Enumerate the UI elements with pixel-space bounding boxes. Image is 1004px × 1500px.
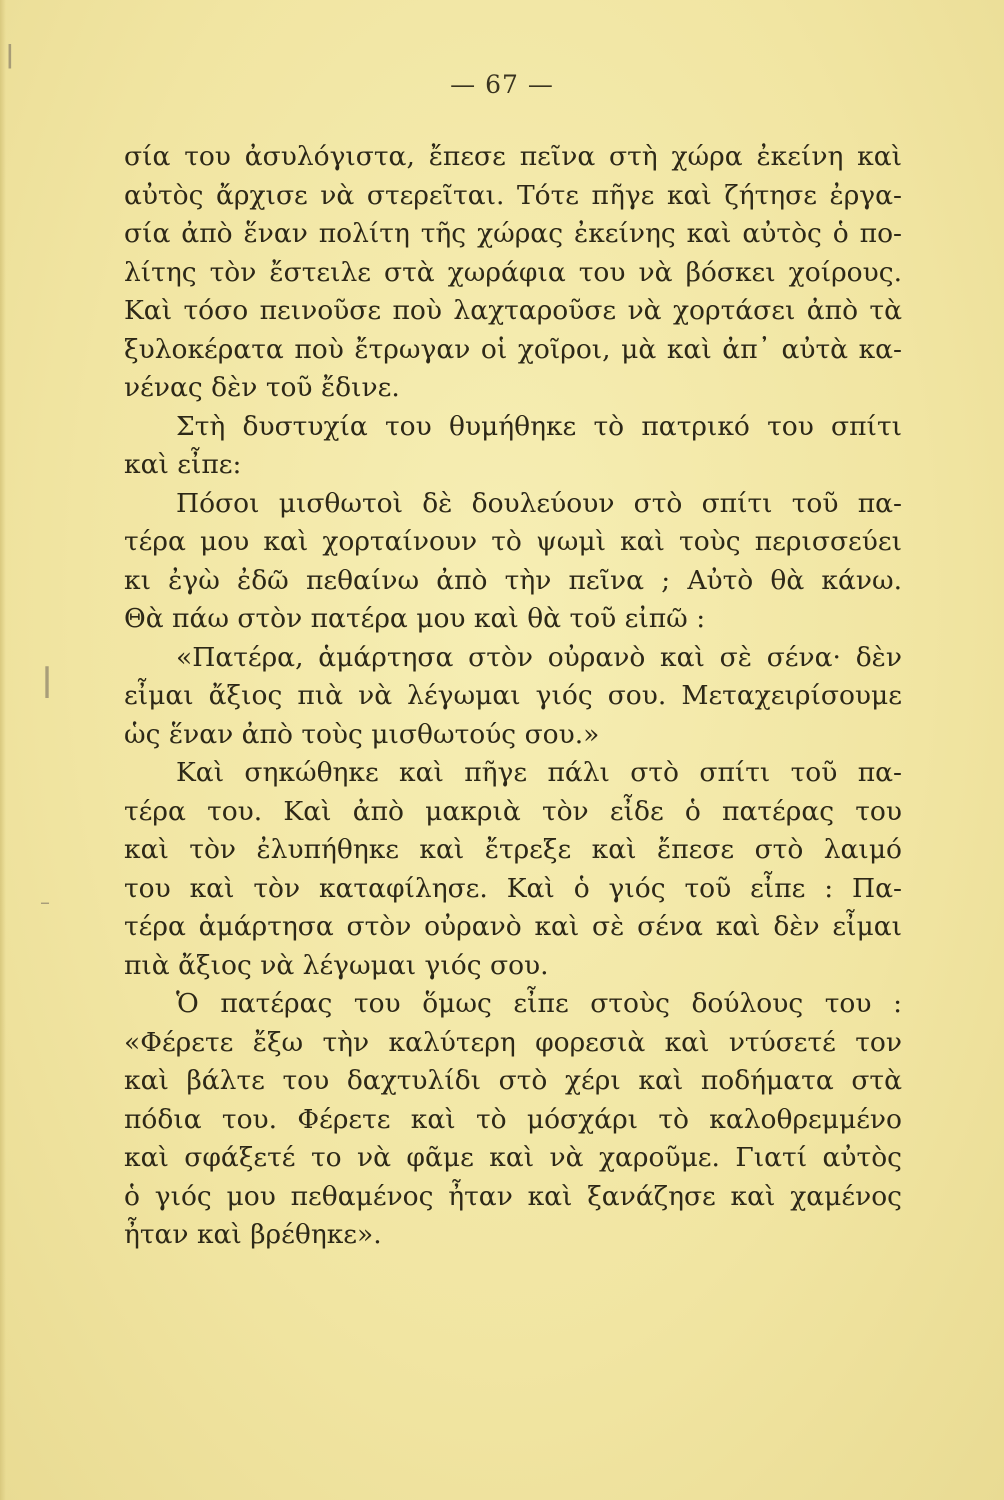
text-line: εἶμαι ἄξιος πιὰ νὰ λέγωμαι γιός σου. Μεταχειρίσουμε xyxy=(124,680,902,711)
text-line: «Φέρετε ἔξω τὴν καλύτερη φορεσιὰ καὶ ντύσετέ τον xyxy=(124,1026,902,1058)
text-line: Ὁ πατέρας του ὅμως εἶπε στοὺς δούλους του : xyxy=(176,988,902,1019)
text-line: καὶ τὸν ἐλυπήθηκε καὶ ἔτρεξε καὶ ἔπεσε στὸ λαιμό xyxy=(124,834,902,865)
text-line: κι ἐγὼ ἐδῶ πεθαίνω ἀπὸ τὴν πεῖνα ; Αὐτὸ θὰ κάνω. xyxy=(124,564,902,596)
text-line: νένας δὲν τοῦ ἔδινε. xyxy=(124,372,400,403)
stray-mark: – xyxy=(40,890,50,914)
text-line: ξυλοκέρατα ποὺ ἔτρωγαν οἱ χοῖροι, μὰ καὶ ἀπ᾽ αὐτὰ κα- xyxy=(124,333,902,365)
text-line: Καὶ τόσο πεινοῦσε ποὺ λαχταροῦσε νὰ χορτάσει ἀπὸ τὰ xyxy=(124,295,902,326)
body-text xyxy=(124,138,902,1255)
text-line: τέρα μου καὶ χορταίνουν τὸ ψωμὶ καὶ τοὺς περισσεύει xyxy=(124,526,902,557)
text-line: σία του ἀσυλόγιστα, ἔπεσε πεῖνα στὴ χώρα ἐκείνη καὶ xyxy=(124,141,902,172)
text-line: τέρα ἁμάρτησα στὸν οὐρανὸ καὶ σὲ σένα καὶ δὲν εἶμαι xyxy=(124,911,902,942)
text-line: Στὴ δυστυχία του θυμήθηκε τὸ πατρικό του σπίτι xyxy=(176,410,902,442)
text-line: σία ἀπὸ ἕναν πολίτη τῆς χώρας ἐκείνης καὶ αὐτὸς ὁ πο- xyxy=(124,218,902,249)
text-line: «Πατέρα, ἁμάρτησα στὸν οὐρανὸ καὶ σὲ σένα· δὲν xyxy=(176,641,902,673)
text-line: καὶ σφάξετέ το νὰ φᾶμε καὶ νὰ χαροῦμε. Γιατί αὐτὸς xyxy=(124,1142,902,1173)
text-line: Πόσοι μισθωτοὶ δὲ δουλεύουν στὸ σπίτι τοῦ πα- xyxy=(176,487,902,519)
text-line: Θὰ πάω στὸν πατέρα μου καὶ θὰ τοῦ εἰπῶ : xyxy=(124,603,706,634)
text-line: ὡς ἕναν ἀπὸ τοὺς μισθωτούς σου.» xyxy=(124,718,600,750)
text-line: πόδια του. Φέρετε καὶ τὸ μόσχάρι τὸ καλοθρεμμένο xyxy=(124,1103,902,1135)
text-line: αὐτὸς ἄρχισε νὰ στερεῖται. Τότε πῆγε καὶ ζήτησε ἐργα- xyxy=(124,179,902,211)
stray-mark: ǀ xyxy=(6,40,14,70)
text-line: καὶ βάλτε του δαχτυλίδι στὸ χέρι καὶ ποδήματα στὰ xyxy=(124,1065,902,1096)
text-line: του καὶ τὸν καταφίλησε. Καὶ ὁ γιός τοῦ εἶπε : Πα- xyxy=(124,872,902,904)
text-line: ὁ γιός μου πεθαμένος ἦταν καὶ ξανάζησε καὶ χαμένος xyxy=(124,1180,902,1212)
page-spine-shadow xyxy=(0,0,6,1500)
text-line: τέρα του. Καὶ ἀπὸ μακριὰ τὸν εἶδε ὁ πατέρας του xyxy=(124,795,902,827)
text-line: ἦταν καὶ βρέθηκε». xyxy=(124,1219,382,1250)
text-line: πιὰ ἄξιος νὰ λέγωμαι γιός σου. xyxy=(124,949,549,981)
text-line: λίτης τὸν ἔστειλε στὰ χωράφια του νὰ βόσκει χοίρους. xyxy=(124,256,902,288)
text-line: Καὶ σηκώθηκε καὶ πῆγε πάλι στὸ σπίτι τοῦ πα- xyxy=(176,757,902,788)
text-line: καὶ εἶπε: xyxy=(124,449,242,480)
stray-mark: ǀ xyxy=(42,660,53,700)
page-number: — 67 — xyxy=(450,70,554,99)
